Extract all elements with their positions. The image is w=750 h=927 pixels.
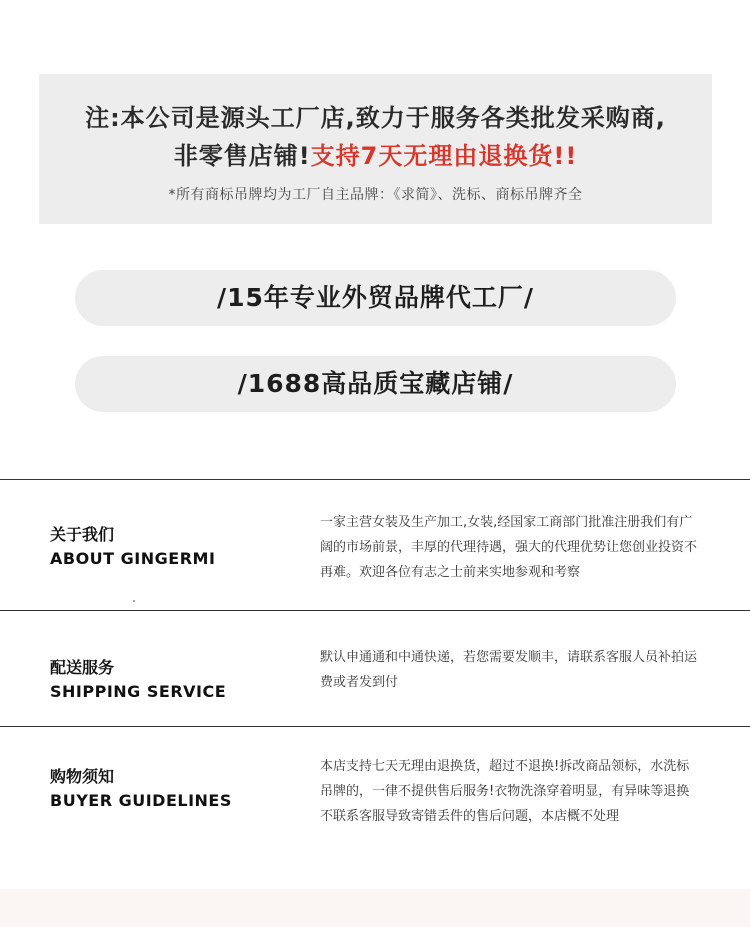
about-us-title-en: ABOUT GINGERMI: [50, 549, 216, 568]
shipping-title-en: SHIPPING SERVICE: [50, 682, 227, 701]
stray-dot: [133, 600, 135, 602]
shipping-title-zh: 配送服务: [50, 658, 115, 677]
shipping-heading: [50, 656, 226, 704]
shop-banner: /1688高品质宝藏店铺/: [75, 356, 676, 412]
about-us-line: 一家主营女装及生产加工,女装,经国家工商部门批准注册我们有广: [320, 515, 693, 530]
notice-line-2: [39, 136, 712, 171]
guidelines-title-zh: 购物须知: [50, 767, 115, 786]
notice-line-1: 注:本公司是源头工厂店,致力于服务各类批发采购商,: [85, 104, 666, 132]
about-us-text: [320, 510, 732, 585]
shipping-text: [320, 645, 732, 695]
divider: [0, 479, 750, 480]
guidelines-title-en: BUYER GUIDELINES: [50, 791, 232, 810]
notice-return-policy: 支持7天无理由退换货!!: [310, 142, 578, 170]
about-us-title-zh: 关于我们: [50, 525, 115, 544]
divider: [0, 610, 750, 611]
about-us-line: 阔的市场前景，丰厚的代理待遇，强大的代理优势让您创业投资不: [320, 540, 698, 555]
guidelines-heading: [50, 765, 232, 813]
notice-brand-note: *所有商标吊牌均为工厂自主品牌：《求简》、洗标、商标吊牌齐全: [168, 187, 583, 203]
about-us-heading: [50, 523, 215, 571]
notice-panel: [39, 74, 712, 224]
factory-banner: /15年专业外贸品牌代工厂/: [75, 270, 676, 326]
guidelines-line: 本店支持七天无理由退换货，超过不退换!拆改商品领标，水洗标: [320, 759, 690, 774]
footer-band: [0, 889, 750, 927]
guidelines-line: 吊牌的，一律不提供售后服务!衣物洗涤穿着明显，有异味等退换: [320, 784, 690, 799]
about-us-line: 再难。欢迎各位有志之士前来实地参观和考察: [320, 565, 581, 580]
guidelines-line: 不联系客服导致寄错丢件的售后问题，本店概不处理: [320, 809, 620, 824]
notice-no-retail: 非零售店铺!: [173, 142, 311, 170]
shipping-line: 费或者发到付: [320, 675, 399, 690]
divider: [0, 726, 750, 727]
guidelines-text: [320, 754, 732, 829]
shipping-line: 默认申通通和中通快递，若您需要发顺丰，请联系客服人员补拍运: [320, 650, 698, 665]
